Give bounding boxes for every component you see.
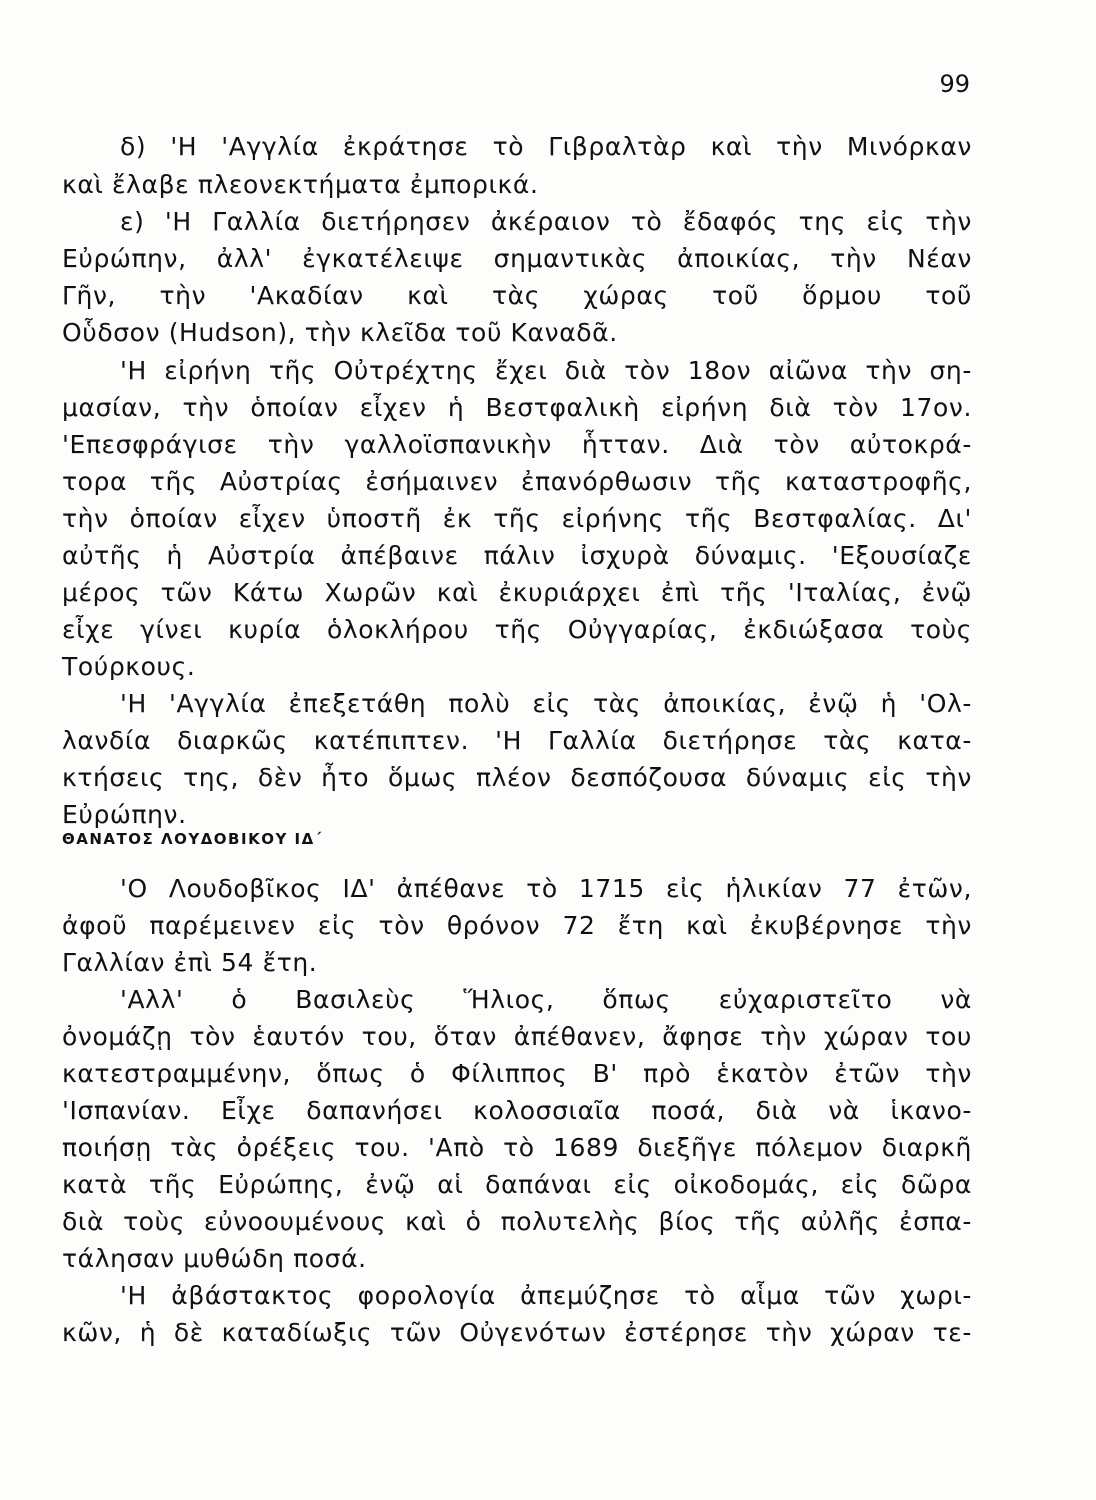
text-line: Γῆν, τὴν 'Ακαδίαν καὶ τὰς χώρας τοῦ ὅρμου τοῦ (62, 281, 972, 310)
text-line: 'Αλλ' ὁ Βασιλεὺς Ἥλιος, ὅπως εὐχαριστεῖτο νὰ (120, 985, 972, 1014)
text-line: λανδία διαρκῶς κατέπιπτεν. 'Η Γαλλία διετήρησε τὰς κατα- (62, 726, 972, 755)
page-number: 99 (939, 70, 970, 98)
text-line: 'Η 'Αγγλία ἐπεξετάθη πολὺ εἰς τὰς ἀποικίας, ἐνῷ ἡ 'Ολ- (120, 689, 972, 718)
text-line: κῶν, ἡ δὲ καταδίωξις τῶν Οὐγενότων ἐστέρησε τὴν χώραν τε- (62, 1318, 972, 1347)
text-line: ποιήσῃ τὰς ὀρέξεις του. 'Απὸ τὸ 1689 διεξῆγε πόλεμον διαρκῆ (62, 1133, 972, 1162)
text-line: καὶ ἔλαβε πλεονεκτήματα ἐμπορικά. (62, 170, 539, 199)
text-line: κατεστραμμένην, ὅπως ὁ Φίλιππος Β' πρὸ ἑκατὸν ἐτῶν τὴν (62, 1059, 972, 1088)
text-line: κατὰ τῆς Εὐρώπης, ἐνῷ αἱ δαπάναι εἰς οἰκοδομάς, εἰς δῶρα (62, 1170, 972, 1199)
text-line: τάλησαν μυθώδη ποσά. (62, 1244, 367, 1273)
text-line: αὐτῆς ἡ Αὐστρία ἀπέβαινε πάλιν ἰσχυρὰ δύναμις. 'Εξουσίαζε (62, 541, 972, 570)
text-line: 'Επεσφράγισε τὴν γαλλοϊσπανικὴν ἧτταν. Διὰ τὸν αὐτοκρά- (62, 430, 972, 459)
text-line: μασίαν, τὴν ὁποίαν εἶχεν ἡ Βεστφαλικὴ εἰρήνη διὰ τὸν 17ον. (62, 393, 972, 422)
text-line: 'Ο Λουδοβῖκος ΙΔ' ἀπέθανε τὸ 1715 εἰς ἡλικίαν 77 ἐτῶν, (120, 874, 972, 903)
text-line: Οὗδσον (Hudson), τὴν κλεῖδα τοῦ Καναδᾶ. (62, 318, 618, 347)
text-line: διὰ τοὺς εὐνοουμένους καὶ ὁ πολυτελὴς βίος τῆς αὐλῆς ἐσπα- (62, 1207, 972, 1236)
text-line: κτήσεις της, δὲν ἦτο ὅμως πλέον δεσπόζουσα δύναμις εἰς τὴν (62, 763, 972, 792)
text-line: τὴν ὁποίαν εἶχεν ὑποστῆ ἐκ τῆς εἰρήνης τῆς Βεστφαλίας. Δι' (62, 504, 972, 533)
text-line: ε) 'Η Γαλλία διετήρησεν ἀκέραιον τὸ ἔδαφός της εἰς τὴν (120, 207, 972, 236)
text-line: τορα τῆς Αὐστρίας ἐσήμαινεν ἐπανόρθωσιν τῆς καταστροφῆς, (62, 467, 972, 496)
text-line: Γαλλίαν ἐπὶ 54 ἔτη. (62, 948, 318, 977)
text-line: 'Ισπανίαν. Εἶχε δαπανήσει κολοσσιαῖα ποσά, διὰ νὰ ἱκανο- (62, 1096, 972, 1125)
text-line: 'Η ἀβάστακτος φορολογία ἀπεμύζησε τὸ αἷμα τῶν χωρι- (120, 1281, 972, 1310)
text-line: Εὐρώπην, ἀλλ' ἐγκατέλειψε σημαντικὰς ἀποικίας, τὴν Νέαν (62, 244, 972, 273)
section-heading: ΘΑΝΑΤΟΣ ΛΟΥΔΟΒΙΚΟΥ ΙΔ΄ (62, 830, 323, 848)
text-line: 'Η εἰρήνη τῆς Οὐτρέχτης ἔχει διὰ τὸν 18ον αἰῶνα τὴν ση- (120, 356, 972, 385)
text-line: μέρος τῶν Κάτω Χωρῶν καὶ ἐκυριάρχει ἐπὶ τῆς 'Ιταλίας, ἐνῷ (62, 578, 972, 607)
text-line: ἀφοῦ παρέμεινεν εἰς τὸν θρόνον 72 ἔτη καὶ ἐκυβέρνησε τὴν (62, 911, 972, 940)
text-line: εἶχε γίνει κυρία ὁλοκλήρου τῆς Οὐγγαρίας, ἐκδιώξασα τοὺς (62, 615, 972, 644)
text-line: Εὐρώπην. (62, 800, 187, 829)
text-line: ὀνομάζῃ τὸν ἑαυτόν του, ὅταν ἀπέθανεν, ἄφησε τὴν χώραν του (62, 1022, 972, 1051)
text-line: Τούρκους. (62, 652, 196, 681)
text-line: δ) 'Η 'Αγγλία ἐκράτησε τὸ Γιβραλτὰρ καὶ τὴν Μινόρκαν (120, 132, 972, 161)
